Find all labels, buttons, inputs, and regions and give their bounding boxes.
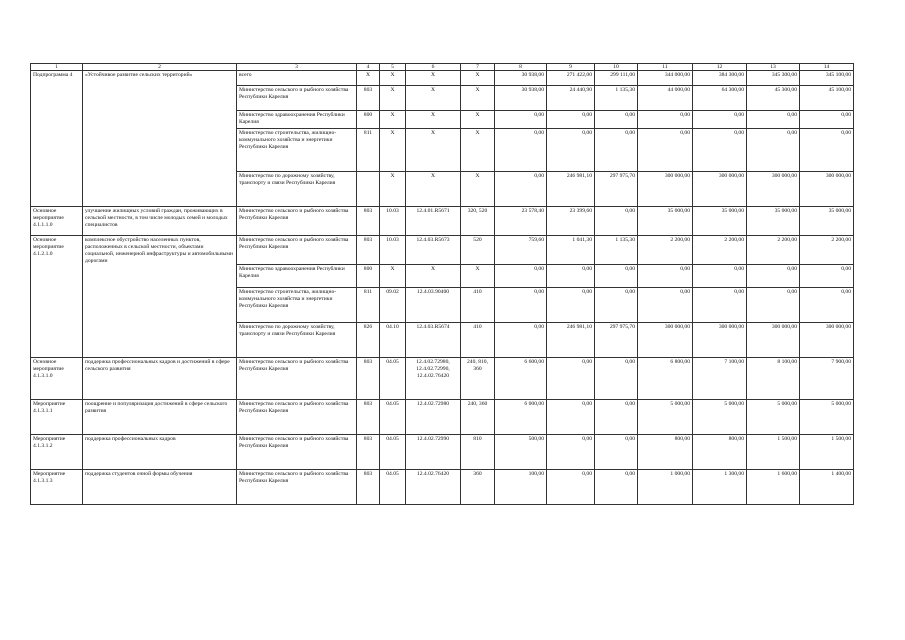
value-cell: 300 000,00 [638,323,693,358]
expense-type-cell: 410 [461,288,495,323]
value-cell: 0,00 [547,111,595,129]
executor-cell: Министерство сельского и рыбного хозяйства Республики Карелия [237,470,357,505]
expense-type-cell: 240, 810, 360 [461,358,495,400]
value-cell: 345 100,00 [800,71,854,86]
target-code-cell: Х [406,71,461,86]
value-cell: 2 200,00 [638,236,693,265]
value-cell: 6 000,00 [495,400,547,435]
value-cell: 7 900,00 [800,358,854,400]
expense-type-cell: 520 [461,236,495,265]
expense-type-cell: Х [461,172,495,207]
value-cell: 384 300,00 [693,71,747,86]
value-cell: 1 600,00 [747,470,800,505]
ministry-code-cell: 803 [357,207,380,236]
column-number: 13 [747,64,800,71]
value-cell: 0,00 [595,207,638,236]
value-cell: 299 111,00 [595,71,638,86]
value-cell: 0,00 [547,435,595,470]
program-code-cell: Подпрограмма 4 [31,71,83,207]
value-cell: 0,00 [747,111,800,129]
value-cell: 300 000,00 [800,323,854,358]
ministry-code-cell: 803 [357,435,380,470]
column-number: 2 [83,64,237,71]
executor-cell: Министерство сельского и рыбного хозяйства Республики Карелия [237,207,357,236]
expense-type-cell: Х [461,265,495,288]
section-code-cell: 10.03 [380,236,406,265]
value-cell: 0,00 [595,435,638,470]
value-cell: 0,00 [495,111,547,129]
program-name-cell: улучшение жилищных условий граждан, проживающих в сельской местности, в том числе молодых семей и молодых специалистов [83,207,237,236]
value-cell: 0,00 [693,129,747,172]
ministry-code-cell: 803 [357,236,380,265]
value-cell: 45 100,00 [800,86,854,111]
value-cell: 6 800,00 [638,358,693,400]
ministry-code-cell: 803 [357,400,380,435]
expense-type-cell: Х [461,111,495,129]
column-number: 1 [31,64,83,71]
target-code-cell: 12.4.03.R5674 [406,323,461,358]
value-cell: 30 938,00 [495,71,547,86]
program-code-cell: Мероприятие 4.1.3.1.2 [31,435,83,470]
value-cell: 30 938,00 [495,86,547,111]
value-cell: 8 100,00 [747,358,800,400]
program-name-cell: поддержка студентов очной формы обучения [83,470,237,505]
value-cell: 0,00 [547,358,595,400]
executor-cell: Министерство здравоохранения Республики Карелия [237,265,357,288]
ministry-code-cell: 800 [357,265,380,288]
ministry-code-cell: 800 [357,111,380,129]
value-cell: 246 981,10 [547,172,595,207]
table-row [31,400,854,435]
value-cell: 35 000,00 [638,207,693,236]
value-cell: 0,00 [747,288,800,323]
expense-type-cell: 360 [461,470,495,505]
executor-cell: Министерство по дорожному хозяйству, транспорту и связи Республики Карелия [237,323,357,358]
column-number: 4 [357,64,380,71]
value-cell: 0,00 [638,129,693,172]
header-row [31,64,854,71]
section-code-cell: 10.03 [380,207,406,236]
value-cell: 23 399,60 [547,207,595,236]
section-code-cell: 04.05 [380,358,406,400]
target-code-cell: 12.4.01.R5671 [406,207,461,236]
ministry-code-cell: 811 [357,288,380,323]
program-code-cell: Основное мероприятие 4.1.3.1.0 [31,358,83,400]
value-cell: 1 500,00 [747,435,800,470]
value-cell: 0,00 [595,111,638,129]
value-cell: 500,00 [495,435,547,470]
value-cell: 759,60 [495,236,547,265]
program-name-cell: поощрение и популяризация достижений в сфере сельского развития [83,400,237,435]
column-number: 3 [237,64,357,71]
section-code-cell: 04.05 [380,435,406,470]
value-cell: 45 300,00 [747,86,800,111]
value-cell: 300 000,00 [747,323,800,358]
expense-type-cell: Х [461,71,495,86]
program-code-cell: Основное мероприятие 4.1.1.1.0 [31,207,83,236]
section-code-cell: Х [380,111,406,129]
value-cell: 44 000,00 [638,86,693,111]
value-cell: 0,00 [693,111,747,129]
value-cell: 0,00 [547,288,595,323]
value-cell: 300 000,00 [800,172,854,207]
expense-type-cell: 810 [461,435,495,470]
value-cell: 345 300,00 [747,71,800,86]
executor-cell: Министерство сельского и рыбного хозяйства Республики Карелия [237,236,357,265]
value-cell: 0,00 [495,172,547,207]
value-cell: 1 135,30 [595,236,638,265]
value-cell: 0,00 [638,111,693,129]
program-code-cell: Мероприятие 4.1.3.1.1 [31,400,83,435]
table-row [31,358,854,400]
value-cell: 1 000,00 [638,470,693,505]
value-cell: 100,00 [495,470,547,505]
section-code-cell: Х [380,129,406,172]
value-cell: 1 400,00 [800,470,854,505]
value-cell: 2 200,00 [693,236,747,265]
target-code-cell: 12.4.03.R5673 [406,236,461,265]
program-code-cell: Мероприятие 4.1.3.1.3 [31,470,83,505]
value-cell: 0,00 [595,400,638,435]
value-cell: 0,00 [547,129,595,172]
value-cell: 0,00 [547,265,595,288]
value-cell: 0,00 [595,265,638,288]
value-cell: 0,00 [595,288,638,323]
value-cell: 35 000,00 [800,207,854,236]
table-row [31,207,854,236]
value-cell: 6 600,00 [495,358,547,400]
program-name-cell: поддержка профессиональных кадров и достижений в сфере сельского развития [83,358,237,400]
column-number: 6 [406,64,461,71]
section-code-cell: Х [380,172,406,207]
section-code-cell: 04.10 [380,323,406,358]
section-code-cell: Х [380,265,406,288]
value-cell: 0,00 [638,265,693,288]
expense-type-cell: 240, 360 [461,400,495,435]
target-code-cell: 12.4.02.72990 [406,435,461,470]
value-cell: 0,00 [595,129,638,172]
value-cell: 1 041,30 [547,236,595,265]
value-cell: 1 135,30 [595,86,638,111]
table-row [31,435,854,470]
value-cell: 0,00 [693,265,747,288]
column-number: 5 [380,64,406,71]
value-cell: 297 975,70 [595,172,638,207]
value-cell: 0,00 [495,265,547,288]
program-code-cell: Основное мероприятие 4.1.2.1.0 [31,236,83,358]
executor-cell: Министерство строительства, жилищно-коммунального хозяйства и энергетики Республики Карелия [237,288,357,323]
target-code-cell: 12.4.02.76420 [406,470,461,505]
value-cell: 1 300,00 [693,470,747,505]
value-cell: 0,00 [800,265,854,288]
ministry-code-cell [357,172,380,207]
executor-cell: Министерство сельского и рыбного хозяйства Республики Карелия [237,400,357,435]
value-cell: 0,00 [638,288,693,323]
program-name-cell: поддержка профессиональных кадров [83,435,237,470]
executor-cell: Министерство сельского и рыбного хозяйства Республики Карелия [237,86,357,111]
value-cell: 0,00 [495,288,547,323]
section-code-cell: Х [380,86,406,111]
value-cell: 2 200,00 [747,236,800,265]
target-code-cell: Х [406,86,461,111]
executor-cell: Министерство здравоохранения Республики Карелия [237,111,357,129]
expense-type-cell: Х [461,86,495,111]
executor-cell: Министерство сельского и рыбного хозяйства Республики Карелия [237,435,357,470]
column-number: 14 [800,64,854,71]
ministry-code-cell: Х [357,71,380,86]
column-number: 11 [638,64,693,71]
expense-type-cell: 410 [461,323,495,358]
target-code-cell: 12.4.03.90400 [406,288,461,323]
value-cell: 300 000,00 [747,172,800,207]
column-number: 7 [461,64,495,71]
value-cell: 0,00 [547,400,595,435]
value-cell: 0,00 [747,265,800,288]
target-code-cell: Х [406,129,461,172]
value-cell: 2 200,00 [800,236,854,265]
value-cell: 35 000,00 [747,207,800,236]
ministry-code-cell: 803 [357,358,380,400]
target-code-cell: 12.4.02.72980 [406,400,461,435]
value-cell: 0,00 [595,358,638,400]
column-number: 12 [693,64,747,71]
value-cell: 5 000,00 [638,400,693,435]
column-number: 8 [495,64,547,71]
value-cell: 800,00 [693,435,747,470]
program-funding-table [30,63,854,505]
value-cell: 5 000,00 [693,400,747,435]
target-code-cell: Х [406,111,461,129]
executor-cell: всего [237,71,357,86]
program-name-cell: «Устойчивое развитие сельских территорий» [83,71,237,207]
executor-cell: Министерство по дорожному хозяйству, транспорту и связи Республики Карелия [237,172,357,207]
value-cell: 800,00 [638,435,693,470]
column-number: 9 [547,64,595,71]
expense-type-cell: 320, 520 [461,207,495,236]
value-cell: 5 000,00 [800,400,854,435]
section-code-cell: 09.02 [380,288,406,323]
program-name-cell: комплексное обустройство населенных пунктов, расположенных в сельской местности, объектами социальной, инженерной инфраструктуры и автомобильными дорогами [83,236,237,358]
section-code-cell: 04.05 [380,470,406,505]
value-cell: 344 000,00 [638,71,693,86]
value-cell: 5 000,00 [747,400,800,435]
section-code-cell: 04.05 [380,400,406,435]
value-cell: 64 300,00 [693,86,747,111]
target-code-cell: Х [406,265,461,288]
value-cell: 0,00 [547,470,595,505]
value-cell: 24 440,90 [547,86,595,111]
table-row [31,71,854,86]
value-cell: 300 000,00 [638,172,693,207]
ministry-code-cell: 803 [357,470,380,505]
table-row [31,470,854,505]
target-code-cell: Х [406,172,461,207]
value-cell: 1 500,00 [800,435,854,470]
value-cell: 0,00 [800,129,854,172]
ministry-code-cell: 803 [357,86,380,111]
executor-cell: Министерство строительства, жилищно-коммунального хозяйства и энергетики Республики Карелия [237,129,357,172]
value-cell: 0,00 [800,111,854,129]
executor-cell: Министерство сельского и рыбного хозяйства Республики Карелия [237,358,357,400]
value-cell: 300 000,00 [693,323,747,358]
ministry-code-cell: 811 [357,129,380,172]
column-number: 10 [595,64,638,71]
section-code-cell: Х [380,71,406,86]
value-cell: 297 975,70 [595,323,638,358]
value-cell: 0,00 [800,288,854,323]
value-cell: 246 981,10 [547,323,595,358]
value-cell: 7 100,00 [693,358,747,400]
value-cell: 35 000,00 [693,207,747,236]
expense-type-cell: Х [461,129,495,172]
value-cell: 0,00 [495,129,547,172]
table-row [31,236,854,265]
value-cell: 0,00 [693,288,747,323]
value-cell: 300 000,00 [693,172,747,207]
value-cell: 271 422,00 [547,71,595,86]
value-cell: 0,00 [595,470,638,505]
value-cell: 0,00 [747,129,800,172]
target-code-cell: 12.4.02.72980, 12.4.02.72990, 12.4.02.76420 [406,358,461,400]
value-cell: 0,00 [495,323,547,358]
value-cell: 23 578,40 [495,207,547,236]
ministry-code-cell: 826 [357,323,380,358]
